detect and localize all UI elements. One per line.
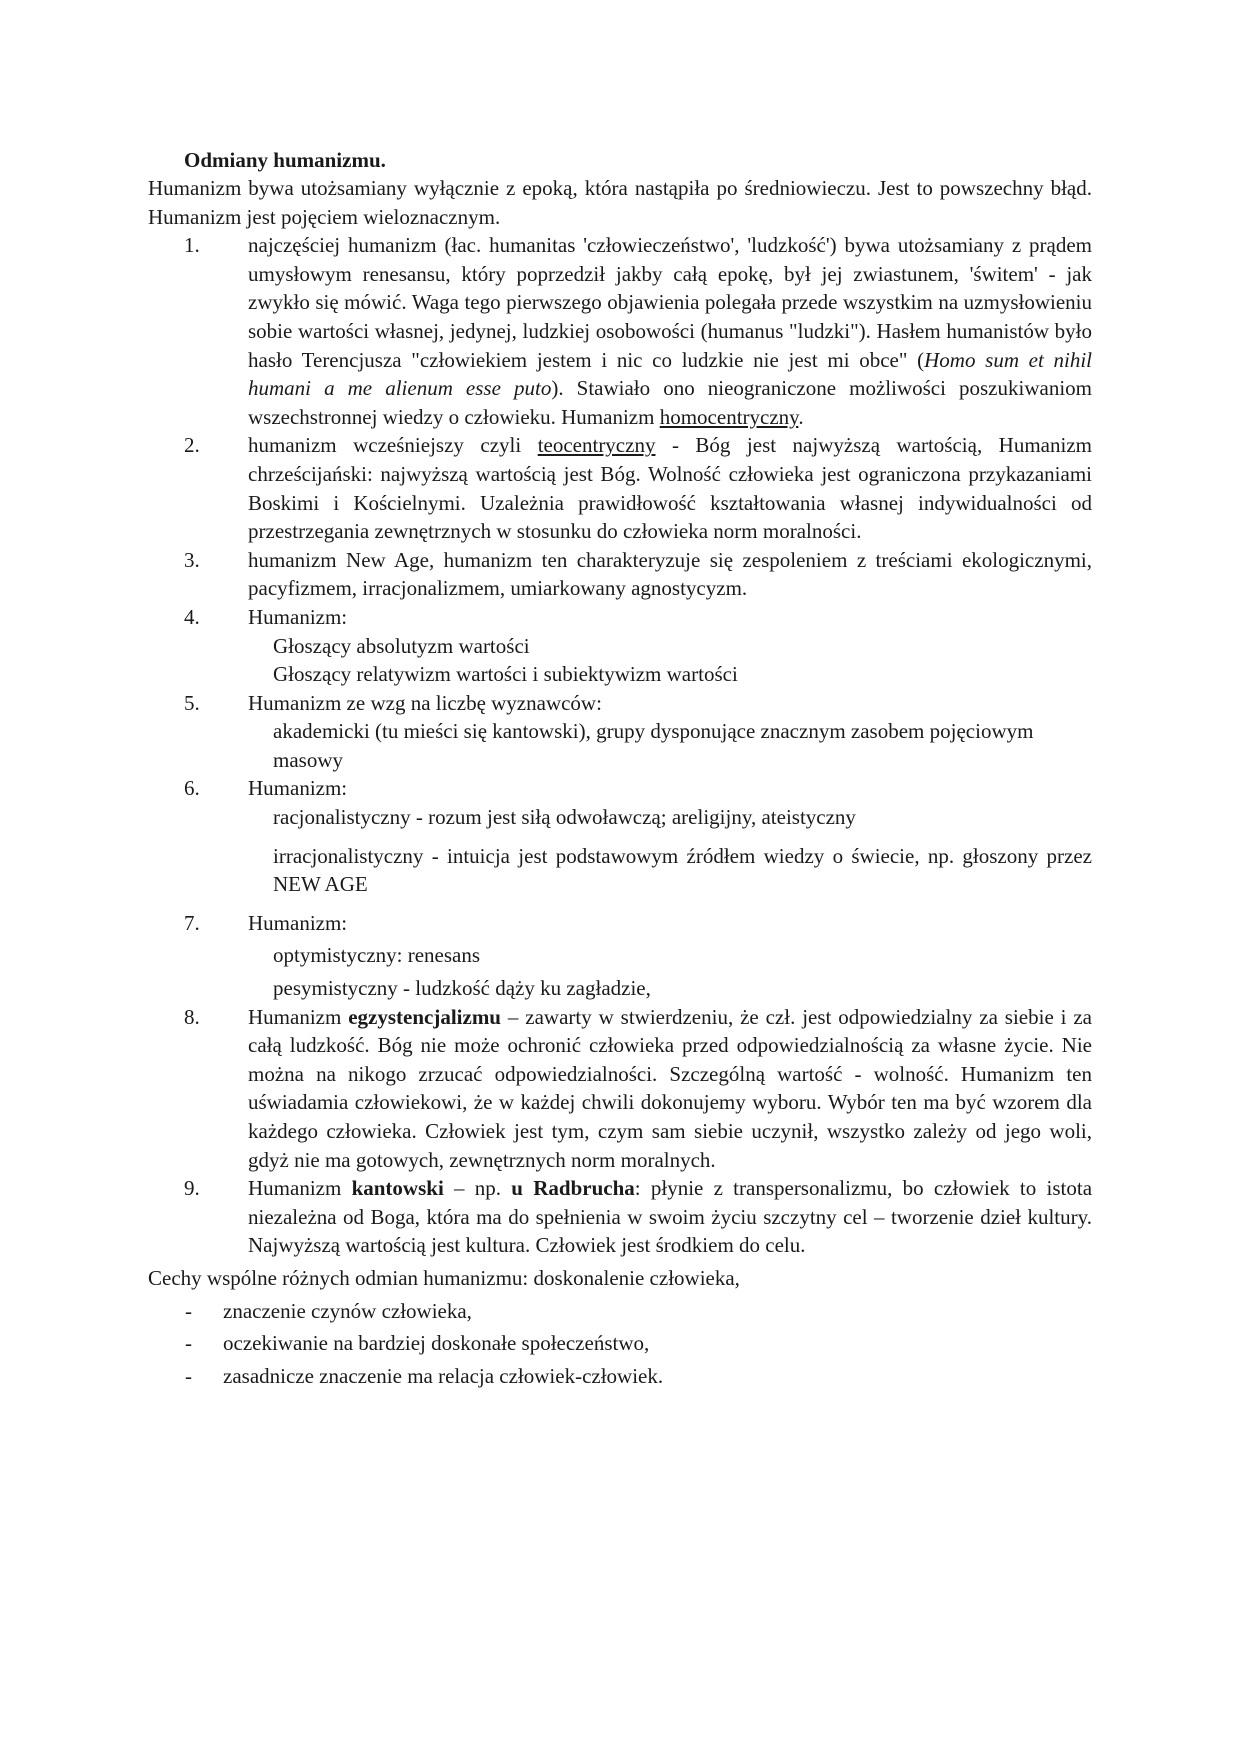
list-number: 7. [184,910,200,935]
sub-list-text: pesymistyczny - ludzkość dąży ku zagładzie, [273,976,651,1001]
sub-list-text: racjonalistyczny - rozum jest siłą odwoławczą; areligijny, ateistyczny [273,805,856,830]
sub-list-item [148,746,1092,775]
list-item-text: – np. [443,1176,512,1201]
dash-list-text: zasadnicze znaczenie ma relacja człowiek-człowiek. [223,1363,664,1388]
list-item [148,546,1092,603]
list-number: 3. [184,547,200,572]
dash-list-item [148,1362,1092,1391]
dash-marker: - [185,1331,192,1356]
bold-term: kantowski [351,1176,444,1201]
list-item-text: Humanizm ze wzg na liczbę wyznawców: [248,690,602,715]
sub-list-item [148,717,1092,746]
list-item [148,431,1092,545]
list-item [148,774,1092,803]
sub-list-text: optymistyczny: renesans [273,943,481,968]
list-item-text: Humanizm [248,1004,349,1029]
dash-marker: - [185,1363,192,1388]
dash-list-text: znaczenie czynów człowieka, [223,1298,472,1323]
sub-list-text: masowy [273,747,343,772]
list-number: 6. [184,776,200,801]
bold-term: egzystencjalizmu [348,1004,501,1029]
list-item-text: humanizm wcześniejszy czyli [248,433,538,458]
sub-list-item [148,842,1092,899]
list-item-text: : płynie z transpersonalizmu, bo człowiek to istota niezależna od Boga, która ma do spełnienia w swoim życiu szczytny cel – tworzenie dzieł kultury. Najwyższą wartością jest kultura. Człowiek jest środkiem do celu. [248,1176,1093,1258]
common-features-intro: Cechy wspólne różnych odmian humanizmu: doskonalenie człowieka, [148,1265,740,1290]
list-number: 4. [184,604,200,629]
sub-list-item [148,803,1092,832]
list-item-text: Humanizm [248,1176,352,1201]
bold-term: u Radbrucha [511,1176,635,1201]
list-item-text: ). Stawiało ono nieograniczone możliwości poszukiwaniom wszechstronnej wiedzy o człowieku. Humanizm [248,376,1092,429]
sub-list-text: irracjonalistyczny - intuicja jest podstawowym źródłem wiedzy o świecie, np. głoszony przez NEW AGE [273,843,1092,897]
list-item [148,909,1092,938]
sub-list-text: akademicki (tu mieści się kantowski), grupy dysponujące znacznym zasobem pojęciowym [273,719,1034,744]
homocentryczny-link[interactable]: homocentryczny [659,404,799,429]
list-item-text: – zawarty w stwierdzeniu, że czł. jest odpowiedzialny za siebie i za całą ludzkość. Bóg nie może ochronić człowieka przed odpowiedzialnością za własne życie. Nie można na nikogo zrzucać odpowiedzialności. Szczególną wartość - wolność. Humanizm ten uświadamia człowiekowi, że w każdej chwili dokonujemy wyboru. Wybór ten ma być wzorem dla każdego człowieka. Człowiek jest tym, czym sam siebie uczynił, wszystko zależy od jego woli, gdyż nie ma gotowych, zewnętrznych norm moralnych. [248,1004,1093,1172]
list-number: 1. [184,233,200,258]
list-item-text: Humanizm: [248,776,348,801]
latin-quote: Homo sum et nihil humani a me alienum esse puto [248,347,1093,401]
list-item [148,1003,1092,1175]
dash-marker: - [185,1298,192,1323]
list-item [148,231,1092,431]
list-item-text: . [798,404,804,429]
dash-list-item [148,1297,1092,1326]
list-item-text: najczęściej humanizm (łac. humanitas 'człowieczeństwo', 'ludzkość') bywa utożsamiany z prądem umysłowym renesansu, który poprzedził jakby całą epokę, był jej zwiastunem, 'świtem' - jak zwykło się mówić. Waga tego pierwszego objawienia polegała przede wszystkim na uzmysłowieniu sobie wartości własnej, jedynej, ludzkiej osobowości (humanus "ludzki"). Hasłem humanistów było hasło Terencjusza "człowiekiem jestem i nic co ludzkie nie jest mi obce" ( [248,233,1092,372]
document-title: Odmiany humanizmu. [184,148,386,172]
intro-paragraph: Humanizm bywa utożsamiany wyłącznie z epoką, która nastąpiła po średniowieczu. Jest to powszechny błąd. Humanizm jest pojęciem wieloznacznym. [148,176,1092,229]
sub-list-text: Głoszący absolutyzm wartości [273,633,530,658]
sub-list-item [148,974,1092,1003]
list-number: 8. [184,1004,200,1029]
list-item-text: Humanizm: [248,604,348,629]
dash-list-text: oczekiwanie na bardziej doskonałe społeczeństwo, [223,1331,650,1356]
teocentryczny-link[interactable]: teocentryczny [537,433,656,458]
dash-list-item [148,1329,1092,1358]
list-number: 9. [184,1176,200,1201]
list-number: 2. [184,433,200,458]
sub-list-text: Głoszący relatywizm wartości i subiektywizm wartości [273,662,738,687]
list-item [148,1174,1092,1260]
list-item-text: - Bóg jest najwyższą wartością, Humanizm chrześcijański: najwyższą wartością jest Bóg. Wolność człowieka jest ograniczona przykazaniami Boskimi i Kościelnymi. Uzależnia prawidłowość kształtowania własnej indywidualności od przestrzegania zewnętrznych w stosunku do człowieka norm moralności. [248,433,1092,544]
sub-list-item [148,941,1092,970]
document-page [148,146,1092,1390]
list-item [148,689,1092,718]
sub-list-item [148,660,1092,689]
list-number: 5. [184,690,200,715]
sub-list-item [148,632,1092,661]
list-item-text: Humanizm: [248,910,348,935]
list-item [148,603,1092,632]
list-item-text: humanizm New Age, humanizm ten charakteryzuje się zespoleniem z treściami ekologicznymi, pacyfizmem, irracjonalizmem, umiarkowany agnostycyzm. [248,547,1092,601]
